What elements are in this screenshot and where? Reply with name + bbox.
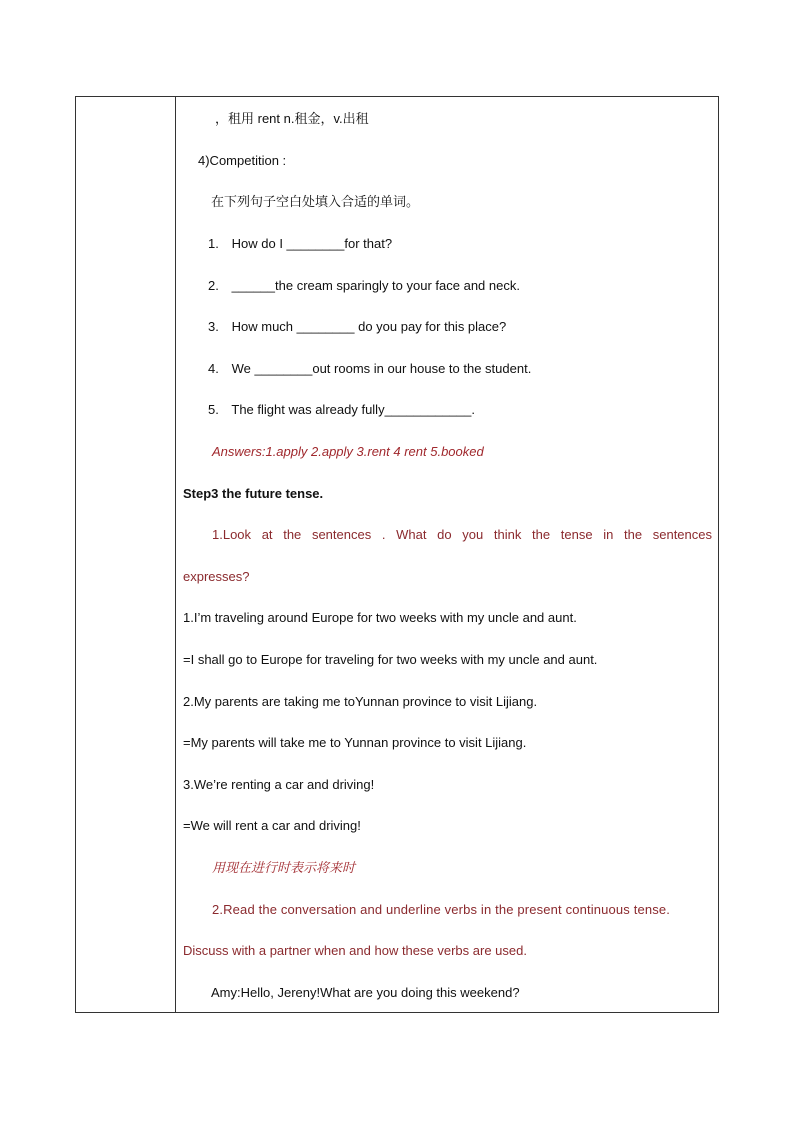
exercise-item	[208, 236, 392, 252]
exercise-number: 1.	[208, 236, 219, 251]
exercise-number: 5.	[208, 402, 219, 417]
step3-heading: Step3 the future tense.	[183, 486, 324, 501]
question1-word: sentences	[311, 527, 372, 542]
question2-line2: Discuss with a partner when and how these verbs are used.	[183, 943, 527, 958]
exercise-text: The flight was already fully____________.	[231, 402, 475, 417]
question1-word: the	[624, 527, 643, 542]
question1-word: 1.Look	[212, 527, 252, 542]
answers-line: Answers:1.apply 2.apply 3.rent 4 rent 5.booked	[212, 444, 484, 459]
question1-word: at	[261, 527, 273, 542]
exercise-text: We ________out rooms in our house to the student.	[231, 361, 532, 376]
exercise-number: 4.	[208, 361, 219, 376]
question1-word: you	[462, 527, 484, 542]
question1-continuation: expresses?	[183, 569, 250, 584]
exercise-text: How do I ________for that?	[231, 236, 393, 251]
question1-word: .	[381, 527, 386, 542]
exercise-item	[208, 278, 520, 294]
example-sentence: 3.We’re renting a car and driving!	[183, 777, 375, 792]
question1-word: tense	[560, 527, 593, 542]
exercise-item	[208, 319, 506, 335]
question1-word: think	[493, 527, 522, 542]
lesson-table	[75, 96, 719, 1013]
question1-word: the	[532, 527, 551, 542]
question2-line1: 2.Read the conversation and underline verbs in the present continuous tense.	[212, 902, 671, 917]
question1-word: What	[396, 527, 427, 542]
example-sentence: 2.My parents are taking me toYunnan province to visit Lijiang.	[183, 694, 538, 709]
column-divider	[175, 97, 176, 1012]
vocab-line: ，租用 rent n.租金，v.出租	[215, 111, 369, 126]
example-sentence: =I shall go to Europe for traveling for two weeks with my uncle and aunt.	[183, 652, 598, 667]
example-sentence: 1.I’m traveling around Europe for two weeks with my uncle and aunt.	[183, 610, 577, 625]
example-sentence: =We will rent a car and driving!	[183, 818, 361, 833]
exercise-item	[208, 361, 531, 377]
question1-word: the	[283, 527, 302, 542]
exercise-text: ______the cream sparingly to your face and neck.	[231, 278, 520, 293]
example-sentence: =My parents will take me to Yunnan province to visit Lijiang.	[183, 735, 527, 750]
competition-heading: 4)Competition :	[198, 153, 287, 168]
dialog-line: Amy:Hello, Jereny!What are you doing this weekend?	[211, 985, 520, 1000]
instruction-text: 在下列句子空白处填入合适的单词。	[211, 194, 420, 209]
question1-word: in	[603, 527, 614, 542]
exercise-number: 2.	[208, 278, 219, 293]
exercise-number: 3.	[208, 319, 219, 334]
question1-word: sentences	[652, 527, 712, 542]
exercise-item	[208, 402, 475, 418]
question1-word: do	[437, 527, 452, 542]
exercise-text: How much ________ do you pay for this place?	[231, 319, 507, 334]
note-chinese: 用现在进行时表示将来时	[212, 860, 356, 875]
question1-line	[183, 527, 712, 543]
